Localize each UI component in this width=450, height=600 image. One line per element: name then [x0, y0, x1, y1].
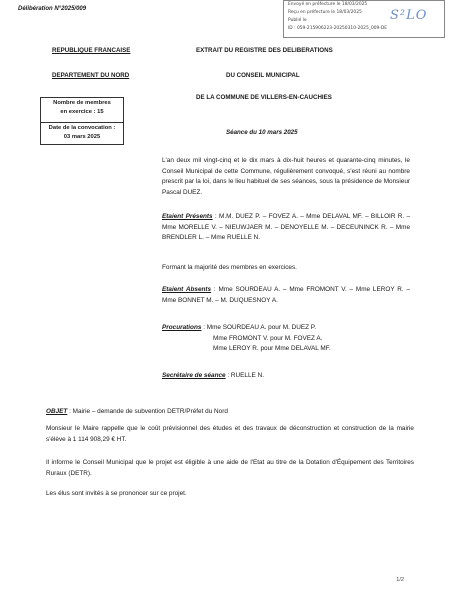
members-label: Nombre de membres — [53, 100, 111, 106]
absents-label: Etaient Absents — [162, 286, 212, 293]
body-paragraph-detr: Il informe le Conseil Municipal que le projet est éligible à une aide de l'Etat au titre de la Dotation d'Équipement des Territoires Ruraux (DETR). — [46, 459, 414, 477]
stamp-line: Reçu en préfecture le 18/03/2025 — [288, 10, 362, 15]
presents-list: : M.M. DUEZ P. – FOVEZ A. – Mme DELAVAL MF. – BILLOIR R. – Mme MORELLE V. – NIEUWJAER M. – DENOYELLE M. – DECEUNINCK R. – Mme BRENDLER L. – Mme RUELLE N. — [162, 213, 410, 242]
presents-label: Etaient Présents — [162, 213, 213, 220]
objet-text: : Mairie – demande de subvention DETR/Préfet du Nord — [67, 408, 228, 415]
stamp-line: Envoyé en préfecture le 18/03/2025 — [288, 2, 368, 7]
procurations-label: Procurations — [162, 324, 202, 331]
body-paragraph-cost: Monsieur le Maire rappelle que le coût prévisionnel des études et des travaux de déconstruction et construction de la mairie s'élève à 1 114 908,29 € HT. — [46, 425, 414, 443]
stamp-signature: S²LO — [390, 8, 428, 23]
body-paragraph-vote: Les élus sont invités à se prononcer sur ce projet. — [46, 490, 187, 497]
absents-paragraph — [162, 285, 410, 306]
stamp-line: Publié le — [288, 18, 307, 23]
header-council: DU CONSEIL MUNICIPAL — [226, 72, 300, 79]
page-number: 1/2 — [396, 577, 404, 583]
objet-line — [46, 408, 416, 415]
convocation-label: Date de la convocation : — [48, 125, 116, 131]
prefecture-stamp — [283, 0, 445, 38]
procuration-line: Mme FROMONT V. pour M. FOVEZ A. — [213, 334, 323, 342]
header-department: DEPARTEMENT DU NORD — [52, 72, 130, 79]
secretary-label: Secrétaire de séance — [162, 372, 226, 379]
header-commune: DE LA COMMUNE DE VILLERS-EN-CAUCHIES — [196, 94, 332, 101]
members-info-box — [40, 97, 124, 145]
absents-list: : Mme SOURDEAU A. – Mme FROMONT V. – Mme LEROY R. – Mme BONNET M. – M. DUQUESNOY A. — [162, 286, 411, 304]
procuration-line: Mme LEROY R. pour Mme DELAVAL MF. — [213, 345, 331, 353]
secretary-paragraph — [162, 371, 410, 382]
members-count: en exercice : 15 — [60, 109, 104, 115]
intro-paragraph: L'an deux mil vingt-cinq et le dix mars à dix-huit heures et quarante-cinq minutes, le Conseil Municipal de cette Commune, régulièrement convoqué, s'est réuni au nombre prescrit par la loi, dans le lieu habituel de ses séances, sous la présidence de Monsieur Pascal DUEZ. — [162, 157, 410, 196]
procuration-line: : Mme SOURDEAU A. pour M. DUEZ P. — [201, 324, 317, 331]
majority-text: Formant la majorité des membres en exercices. — [162, 264, 297, 271]
header-republic: REPUBLIQUE FRANCAISE — [52, 47, 131, 54]
seance-date: Séance du 10 mars 2025 — [226, 129, 298, 136]
deliberation-number: Délibération N°2025/009 — [18, 6, 87, 12]
secretary-name: : RUELLE N. — [225, 372, 264, 379]
box-divider — [41, 122, 123, 123]
stamp-line: ID : 059-215906223-20250310-2025_009-DE — [288, 26, 388, 31]
convocation-date: 03 mars 2025 — [63, 134, 101, 140]
header-extract: EXTRAIT DU REGISTRE DES DELIBERATIONS — [196, 47, 333, 54]
presents-paragraph — [162, 212, 410, 244]
objet-label: OBJET — [46, 408, 68, 415]
procurations-block — [162, 323, 410, 355]
